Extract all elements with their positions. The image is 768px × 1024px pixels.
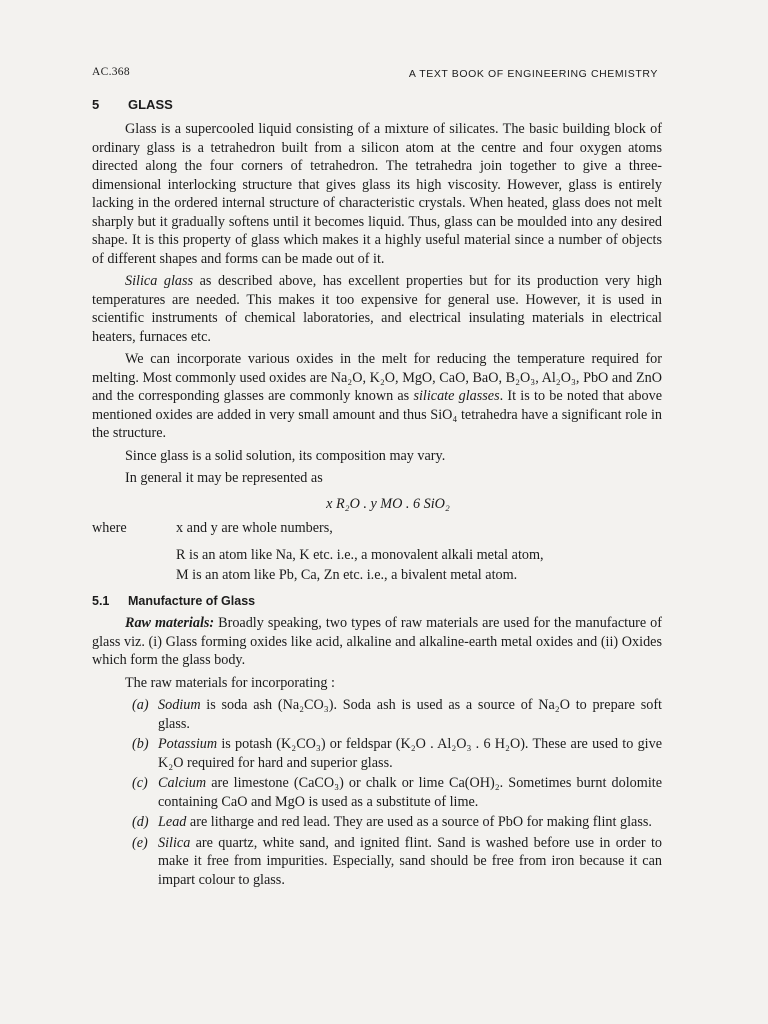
list-marker: (c)	[132, 775, 148, 791]
paragraph-general-form: In general it may be represented as	[125, 470, 323, 486]
where-clause	[92, 519, 662, 538]
running-header	[92, 66, 658, 84]
section-title: GLASS	[128, 97, 173, 112]
list-intro: The raw materials for incorporating :	[125, 674, 335, 691]
list-text: Lead are litharge and red lead. They are used as a source of PbO for making flint glass.	[158, 814, 652, 830]
paragraph-silica-glass: Silica glass as described above, has excellent properties but for its production very high temperatures are needed. This makes it too expensive for general use. However, it is used in scientific instruments of chemical laboratories, and electrical insulating materials in electrical heaters, furnaces etc.	[92, 273, 662, 345]
list-text: Silica are quartz, white sand, and ignited flint. Sand is washed before use in order to make it free from impurities. Especially, sand should be free from iron because it can impart colour to glass.	[158, 834, 662, 888]
list-marker: (d)	[132, 814, 149, 830]
definition-r: R is an atom like Na, K etc. i.e., a monovalent alkali metal atom,	[176, 547, 544, 563]
list-marker: (e)	[132, 834, 148, 851]
list-item	[92, 834, 662, 890]
list-term: Potassium	[158, 736, 218, 752]
list-item	[92, 813, 662, 832]
list-marker: (a)	[132, 697, 149, 713]
list-item	[92, 696, 662, 733]
definition-m: M is an atom like Pb, Ca, Zn etc. i.e., a bivalent metal atom.	[176, 567, 518, 583]
subsection-heading	[92, 594, 662, 608]
where-label: where	[92, 519, 127, 536]
composition-formula: x R₂O . y MO . 6 SiO₂	[326, 495, 450, 512]
paragraph-oxides: We can incorporate various oxides in the melt for reducing the temperature required for melting. Most commonly used oxides are Na₂O, K₂O, MgO, CaO, BaO, B₂O₃, Al₂O₃, PbO and ZnO and the corresponding glasses are commonly known as silicate glasses. It is to be noted that above mentioned oxides are added in very small amount and thus SiO₄ tetrahedra have a significant role in the structure.	[92, 351, 662, 441]
list-term: Silica	[158, 834, 191, 851]
paragraph-raw-materials: Raw materials: Broadly speaking, two types of raw materials are used for the manufacture of glass viz. (i) Glass forming oxides like acid, alkaline and alkaline-earth metal oxides and (ii) Oxides which form the glass body.	[92, 615, 662, 668]
subsection-number: 5.1	[92, 594, 110, 608]
list-text: Calcium are limestone (CaCO₃) or chalk or lime Ca(OH)₂. Sometimes burnt dolomite containing CaO and MgO is used as a substitute of lime.	[158, 775, 662, 810]
raw-materials-list	[92, 696, 662, 889]
list-term: Lead	[158, 814, 187, 830]
list-item	[92, 774, 662, 811]
body-text	[92, 120, 662, 891]
subsection-title: Manufacture of Glass	[128, 594, 256, 608]
term-silicate-glasses: silicate glasses	[413, 388, 500, 404]
term-raw-materials: Raw materials:	[125, 615, 215, 631]
where-text: x and y are whole numbers,	[176, 519, 333, 536]
list-text: Potassium is potash (K₂CO₃) or feldspar (K₂O . Al₂O₃ . 6 H₂O). These are used to give K₂O required for hard and superior glass.	[158, 736, 662, 771]
page-number: AC.368	[92, 66, 130, 78]
term-silica-glass: Silica glass	[125, 273, 194, 289]
paragraph-solid-solution: Since glass is a solid solution, its composition may vary.	[125, 447, 446, 464]
section-heading	[92, 97, 173, 112]
list-term: Calcium	[158, 775, 207, 791]
book-title: A TEXT BOOK OF ENGINEERING CHEMISTRY	[408, 68, 658, 80]
list-term: Sodium	[158, 697, 201, 713]
section-number: 5	[92, 97, 100, 112]
list-marker: (b)	[132, 736, 149, 752]
list-item	[92, 735, 662, 772]
paragraph-intro: Glass is a supercooled liquid consisting of a mixture of silicates. The basic building block of ordinary glass is a tetrahedron built from a silicon atom at the centre and four oxygen atoms directed along the four corners of tetrahedron. The tetrahedra join together to give a three-dimensional interlocking structure that gives glass its high viscosity. However, glass is entirely lacking in the ordered internal structure of characteristic crystals. When heated, glass does not melt sharply but it gradually softens until it becomes liquid. Thus, glass can be moulded into any desired shape. It is this property of glass which makes it a highly useful material since a number of objects of different shapes and forms can be made out of it.	[92, 121, 662, 267]
list-text: Sodium is soda ash (Na₂CO₃). Soda ash is used as a source of Na₂O to prepare soft glass.	[158, 697, 662, 732]
